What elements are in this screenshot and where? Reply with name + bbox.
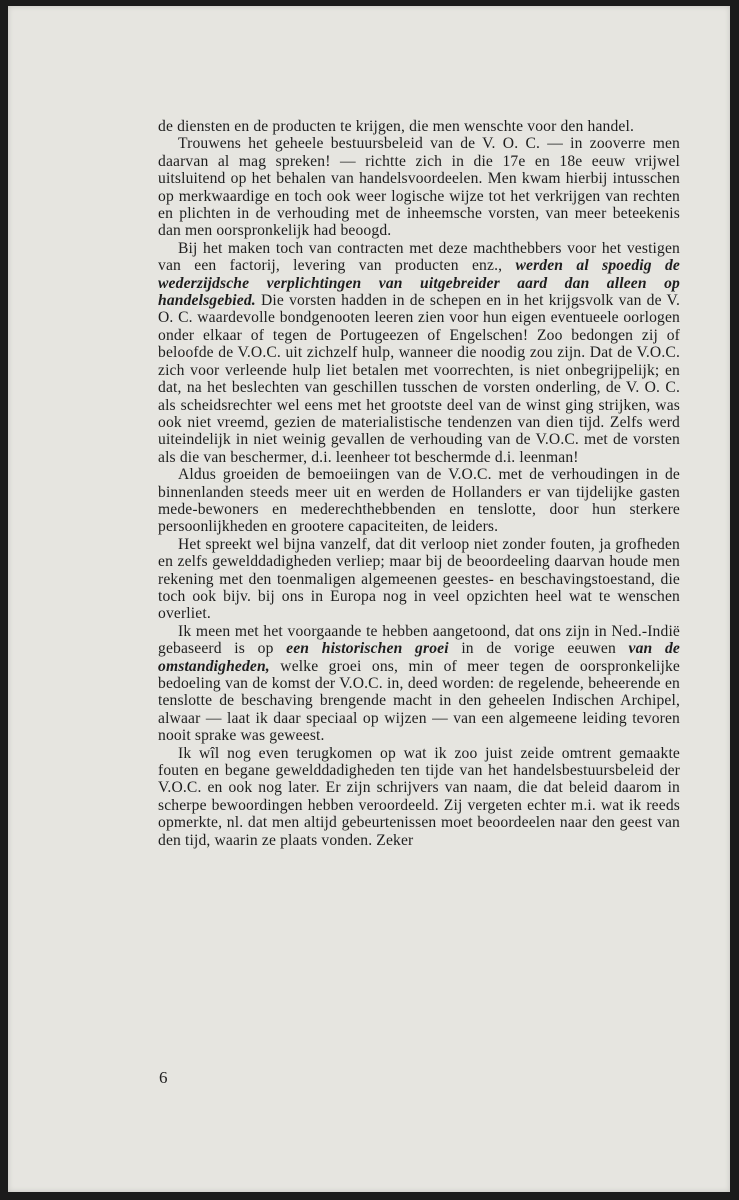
paragraph-4 [158,466,680,536]
text-segment: in de vorige eeuwen [448,640,629,658]
text-segment: Aldus groeiden de bemoeiingen van de V.O.C. met de verhoudingen in de binnenlanden steeds meer uit en werden de Hollanders er van tijdelijke gasten mede-bewoners en mederechthebbenden en tenslotte, door hun sterkere persoonlijkheden en grootere capaciteiten, de leiders. [158,466,680,536]
italic-segment: werden al spoedig de wederzijdsche verplichtingen van uitgebreider aard dan alleen op handelsgebied. [158,257,680,310]
paragraph-6 [158,623,680,745]
text-segment: Het spreekt wel bijna vanzelf, dat dit verloop niet zonder fouten, ja grofheden en zelfs gewelddadigheden verliep; maar bij de beoordeeling daarvan houde men rekening met den toenmaligen algemeenen geestes- en beschavingstoestand, die toch ook bijv. bij ons in Europa nog in veel opzichten heel wat te wenschen overliet. [158,535,680,623]
page [8,6,730,1192]
paragraph-3 [158,240,680,466]
paragraph-7 [158,745,680,849]
text-segment: de diensten en de producten te krijgen, die men wenschte voor den handel. [158,118,635,135]
text-segment: welke groei ons, min of meer tegen de oorspronkelijke bedoeling van de komst der V.O.C. in, deed worden: de regelende, beheerende en tenslotte de beschaving brengende macht in den geheelen Indischen Archipel, alwaar — laat ik daar speciaal op wijzen — van een algemeene leiding tevoren nooit sprake was geweest. [158,657,680,745]
text-segment: Die vorsten hadden in de schepen en in het krijgsvolk van de V. O. C. waardevolle bondgenooten leeren zien voor hun eigen eventueele oorlogen onder elkaar of tegen de Portugeezen of Engelschen! Zoo bedongen zij of beloofde de V.O.C. uit zichzelf hulp, wanneer die noodig zou zijn. Dat de V.O.C. zich voor verleende hulp liet betalen met voorrechten, is niet onbegrijpelijk; en dat, na het beslechten van geschillen tusschen de vorsten onderling, de V. O. C. als scheidsrechter wel eens met het grootste deel van de winst ging strijken, was ook niet vreemd, gezien de materialistische tendenzen van dien tijd. Zelfs werd uiteindelijk in niet weinig gevallen de verhouding van de V.O.C. met de vorsten als die van beschermer, d.i. leenheer tot beschermde d.i. leenman! [158,292,680,466]
body-text [158,118,680,849]
text-segment: Ik meen met het voorgaande te hebben aangetoond, dat ons zijn in Ned.-Indië gebaseerd is op [158,622,680,658]
paragraph-1 [158,118,680,135]
text-segment: Ik wîl nog even terugkomen op wat ik zoo juist zeide omtrent gemaakte fouten en begane gewelddadigheden ten tijde van het handelsbestuursbeleid der V.O.C. en ook nog later. Er zijn schrijvers van naam, die dat beleid daarom in scherpe bewoordingen hebben veroordeeld. Zij vergeten echter m.i. wat ik reeds opmerkte, nl. dat men altijd gebeurtenissen moet beoordeelen naar den geest van den tijd, waarin ze plaats vonden. Zeker [158,744,680,849]
page-number: 6 [159,1068,168,1087]
text-segment: Bij het maken toch van contracten met deze machthebbers voor het vestigen van een factorij, levering van producten enz., [158,239,680,275]
italic-segment: een historischen groei [286,640,449,658]
paragraph-5 [158,536,680,623]
italic-segment: van de omstandigheden, [158,640,680,675]
paragraph-2 [158,135,680,239]
text-segment: Trouwens het geheele bestuursbeleid van de V. O. C. — in zooverre men daarvan al mag spreken! — richtte zich in die 17e en 18e eeuw vrijwel uitsluitend op het behalen van handelsvoordeelen. Men kwam hierbij intusschen op merkwaardige en toch ook weer logische wijze tot het verkrijgen van rechten en plichten in de verhouding met de inheemsche vorsten, van meer beteekenis dan men oorspronkelijk had beoogd. [158,135,680,240]
